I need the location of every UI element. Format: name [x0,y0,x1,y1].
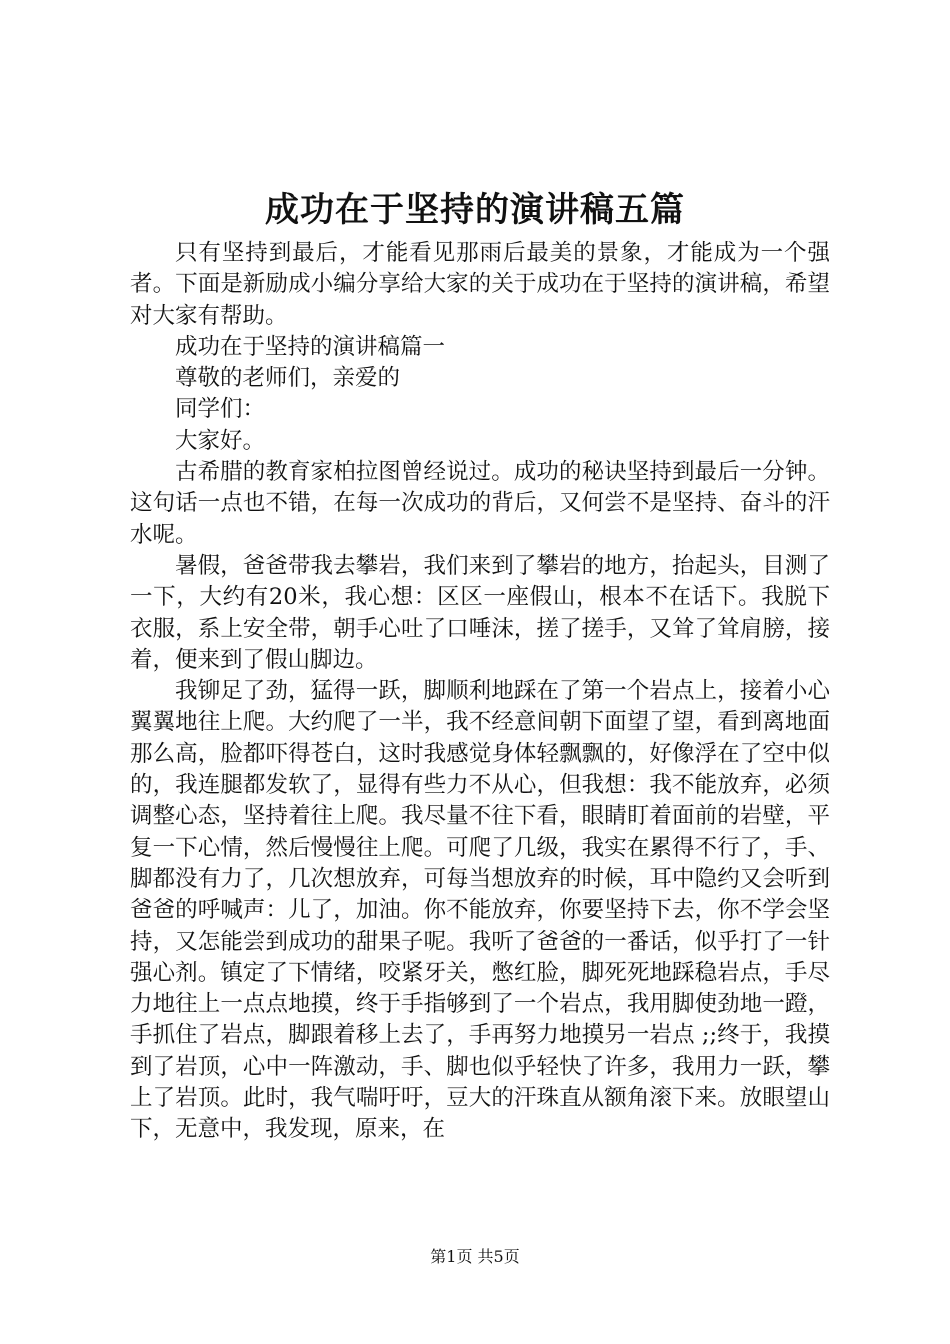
document-title: 成功在于坚持的演讲稿五篇 [265,190,685,230]
paragraph-section-heading: 成功在于坚持的演讲稿篇一 [175,333,446,360]
paragraph-climbing: 我铆足了劲，猛得一跃，脚顺利地踩在了第一个岩点上，接着小心翼翼地往上爬。大约爬了一半，我不经意间朝下面望了望，看到离地面那么高，脸都吓得苍白，这时我感觉身体轻飘飘的，好像浮在了空中似的，我连腿都发软了，显得有些力不从心，但我想：我不能放弃，必须调整心态，坚持着往上爬。我尽量不往下看，眼睛盯着面前的岩壁，平复一下心情，然后慢慢往上爬。可爬了几级，我实在累得不行了，手、脚都没有力了，几次想放弃，可每当想放弃的时候，耳中隐约又会听到爸爸的呼喊声：儿了，加油。你不能放弃，你要坚持下去，你不学会坚持，又怎能尝到成功的甜果子呢。我听了爸爸的一番话，似乎打了一针强心剂。镇定了下情绪，咬紧牙关，憋红脸，脚死死地踩稳岩点，手尽力地往上一点点地摸，终于手指够到了一个岩点，我用脚使劲地一蹬，手抓住了岩点，脚跟着移上去了，手再努力地摸另一岩点 ;;终于，我摸到了岩顶，心中一阵激动，手、脚也似乎轻快了许多，我用力一跃，攀上了岩顶。此时，我气喘吁吁，豆大的汗珠直从额角滚下来。放眼望山下，无意中，我发现，原来，在 [130,678,830,1143]
paragraph-salutation-cont: 同学们： [175,396,266,423]
document-body [130,238,830,1146]
paragraph-quote: 古希腊的教育家柏拉图曾经说过。成功的秘诀坚持到最后一分钟。这句话一点也不错，在每一次成功的背后，又何尝不是坚持、奋斗的汗水呢。 [130,459,830,548]
page-footer: 第1页 共5页 [430,1247,520,1266]
paragraph-summer: 暑假，爸爸带我去攀岩，我们来到了攀岩的地方，抬起头，目测了一下，大约有20米，我心想：区区一座假山，根本不在话下。我脱下衣服，系上安全带，朝手心吐了口唾沫，搓了搓手，又耸了耸肩膀，接着，便来到了假山脚边。 [130,552,830,673]
paragraph-salutation: 尊敬的老师们，亲爱的 [175,365,401,392]
paragraph-greeting: 大家好。 [175,427,266,454]
paragraph-intro: 只有坚持到最后，才能看见那雨后最美的景象，才能成为一个强者。下面是新励成小编分享给大家的关于成功在于坚持的演讲稿，希望对大家有帮助。 [130,240,830,329]
